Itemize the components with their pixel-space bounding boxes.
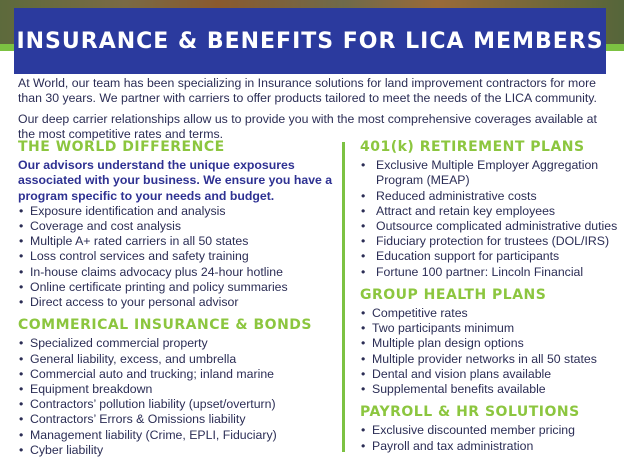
list-item: • Multiple A+ rated carriers in all 50 states	[18, 234, 338, 249]
list-item: • Multiple plan design options	[360, 336, 622, 351]
column-divider	[342, 142, 345, 452]
section-heading: COMMERICAL INSURANCE & BONDS	[18, 317, 312, 334]
list-item: • Exposure identification and analysis	[18, 204, 338, 219]
left-column	[18, 140, 338, 466]
list-item: • Education support for participants	[360, 249, 622, 264]
list-item: • Two participants minimum	[360, 321, 622, 336]
list-item: • Equipment breakdown	[18, 382, 338, 397]
list-item: • Cyber liability	[18, 443, 338, 458]
list-item: • Contractors’ Errors & Omissions liability	[18, 412, 338, 427]
intro-paragraph: At World, our team has been specializing in Insurance solutions for land improvement contractors for more than 30 years. We partner with carriers to offer products tailored to meet the needs of the LICA community.	[18, 76, 597, 105]
list-item: • Fiduciary protection for trustees (DOL/IRS)	[360, 234, 622, 249]
list-item: • Exclusive discounted member pricing	[360, 423, 622, 438]
list-item: • Contractors’ pollution liability (upset/overturn)	[18, 397, 338, 412]
list-item: • Coverage and cost analysis	[18, 219, 338, 234]
list-item: • Attract and retain key employees	[360, 204, 622, 219]
list-item: • Specialized commercial property	[18, 336, 338, 351]
section-heading: GROUP HEALTH PLANS	[360, 286, 547, 303]
list-item: • Loss control services and safety training	[18, 249, 338, 264]
right-column	[360, 140, 622, 462]
list-item: • In-house claims advocacy plus 24-hour hotline	[18, 265, 338, 280]
list-item: • Management liability (Crime, EPLI, Fiduciary)	[18, 428, 338, 443]
health-list	[360, 306, 622, 397]
list-item: • Fortune 100 partner: Lincoln Financial	[360, 265, 622, 280]
list-item: • Exclusive Multiple Employer Aggregation Program (MEAP)	[360, 158, 622, 188]
list-item: • Supplemental benefits available	[360, 382, 622, 397]
title-banner	[14, 8, 606, 74]
world-difference-list	[18, 204, 338, 310]
list-item: • Dental and vision plans available	[360, 367, 622, 382]
list-item: • Online certificate printing and policy summaries	[18, 280, 338, 295]
section-heading: THE WORLD DIFFERENCE	[18, 139, 225, 155]
list-item: • Multiple provider networks in all 50 states	[360, 352, 622, 367]
lead-paragraph: Our advisors understand the unique exposures associated with your business. We ensure you have a program specific to your needs and budget.	[18, 158, 333, 203]
list-item: • Outsource complicated administrative duties	[360, 219, 622, 234]
section-heading: 401(k) RETIREMENT PLANS	[360, 139, 585, 155]
page-title: INSURANCE & BENEFITS FOR LICA MEMBERS	[16, 28, 604, 54]
list-item: • Payroll and tax administration	[360, 439, 622, 454]
intro-paragraph: Our deep carrier relationships allow us to provide you with the most comprehensive coverages available at the most competitive rates and terms.	[18, 112, 597, 141]
list-item: • Direct access to your personal advisor	[18, 295, 338, 310]
intro	[18, 76, 613, 148]
list-item: • Commercial auto and trucking; inland marine	[18, 367, 338, 382]
retirement-list	[360, 158, 622, 280]
list-item: • Reduced administrative costs	[360, 189, 622, 204]
list-item: • General liability, excess, and umbrella	[18, 352, 338, 367]
section-heading: PAYROLL & HR SOLUTIONS	[360, 404, 580, 421]
list-item: • Competitive rates	[360, 306, 622, 321]
commercial-list	[18, 336, 338, 458]
payroll-list	[360, 423, 622, 453]
